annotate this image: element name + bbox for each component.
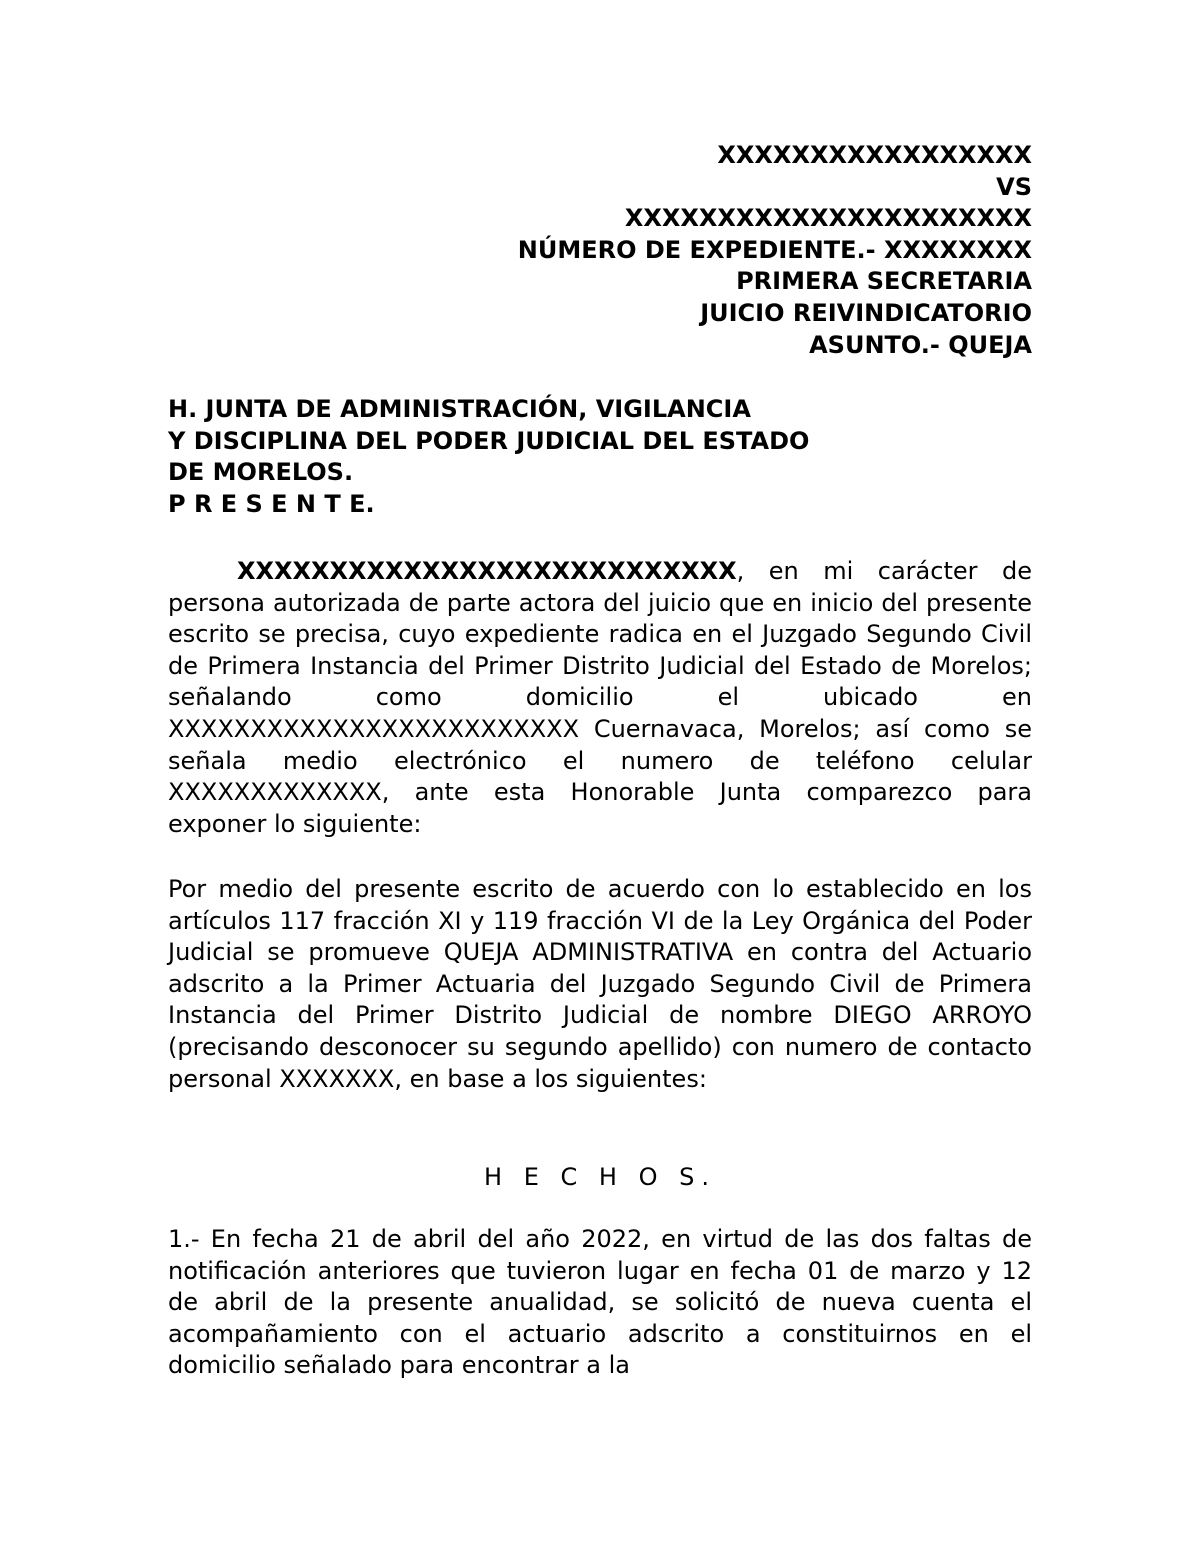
caption-defendant: XXXXXXXXXXXXXXXXXXXXXX	[624, 204, 1032, 233]
promovente-name: XXXXXXXXXXXXXXXXXXXXXXXXXXX	[237, 557, 737, 585]
intro-paragraph-text: , en mi carácter de persona autorizada de parte actora del juicio que en inicio del presente escrito se precisa, cuyo expediente radica en el Juzgado Segundo Civil de Primera Instancia del Primer Distrito Judicial del Estado de Morelos; señalando como domicilio el ubicado en XXXXXXXXXXXXXXXXXXXXXXXXX Cuernavaca, Morelos; así como se señala medio electrónico el numero de teléfono celular XXXXXXXXXXXXX, ante esta Honorable Junta comparezco para exponer lo siguiente:	[168, 557, 1032, 838]
caption-versus: VS	[996, 172, 1032, 201]
case-caption	[518, 140, 1032, 361]
caption-file-number: NÚMERO DE EXPEDIENTE.- XXXXXXXX	[517, 235, 1032, 264]
addressee-line-2: Y DISCIPLINA DEL PODER JUDICIAL DEL ESTADO	[168, 426, 810, 455]
caption-secretaria: PRIMERA SECRETARIA	[736, 267, 1032, 296]
addressee-line-3: DE MORELOS.	[168, 458, 354, 487]
complaint-paragraph	[168, 874, 1032, 1095]
fact-1-paragraph	[168, 1224, 1032, 1382]
caption-trial-type: JUICIO REIVINDICATORIO	[700, 298, 1032, 327]
caption-subject: ASUNTO.- QUEJA	[809, 330, 1032, 359]
addressee-block	[168, 394, 809, 520]
caption-plaintiff: XXXXXXXXXXXXXXXXX	[717, 141, 1032, 169]
intro-paragraph	[168, 556, 1032, 840]
complaint-paragraph-text: Por medio del presente escrito de acuerdo con lo establecido en los artículos 117 fracción XI y 119 fracción VI de la Ley Orgánica del Poder Judicial se promueve QUEJA ADMINISTRATIVA en contra del Actuario adscrito a la Primer Actuaria del Juzgado Segundo Civil de Primera Instancia del Primer Distrito Judicial de nombre DIEGO ARROYO (precisando desconocer su segundo apellido) con numero de contacto personal XXXXXXX, en base a los siguientes:	[168, 875, 1032, 1093]
addressee-presente: P R E S E N T E.	[168, 489, 375, 518]
addressee-line-1: H. JUNTA DE ADMINISTRACIÓN, VIGILANCIA	[168, 395, 751, 423]
fact-1-text: 1.- En fecha 21 de abril del año 2022, en virtud de las dos faltas de notificación anteriores que tuvieron lugar en fecha 01 de marzo y 12 de abril de la presente anualidad, se solicitó de nueva cuenta el acompañamiento con el actuario adscrito a constituirnos en el domicilio señalado para encontrar a la	[168, 1225, 1032, 1380]
facts-heading: H E C H O S.	[484, 1163, 716, 1191]
